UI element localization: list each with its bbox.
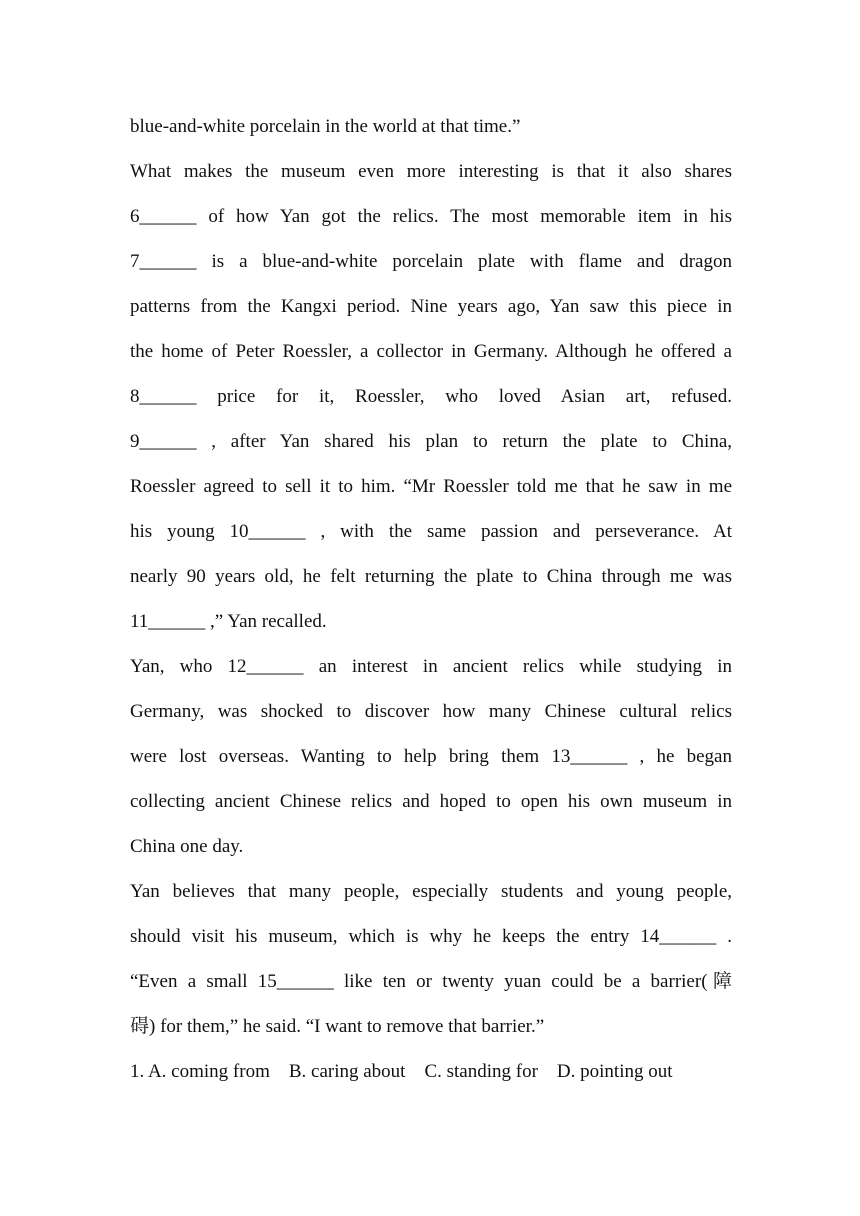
text-line: 11______ ,” Yan recalled. xyxy=(130,611,327,632)
document-page xyxy=(130,104,732,1094)
text-line: China one day. xyxy=(130,836,244,857)
text-line: 8______ price for it, Roessler, who loved Asian art, refused. xyxy=(130,386,732,407)
text-line: 7______ is a blue-and-white porcelain plate with flame and dragon xyxy=(130,251,732,272)
text-line: Yan, who 12______ an interest in ancient relics while studying in xyxy=(130,656,732,677)
text-line: should visit his museum, which is why he keeps the entry 14______ . xyxy=(130,926,732,947)
text-line: Roessler agreed to sell it to him. “Mr Roessler told me that he saw in me xyxy=(130,476,732,497)
text-line: patterns from the Kangxi period. Nine years ago, Yan saw this piece in xyxy=(130,296,732,317)
text-line: “Even a small 15______ like ten or twenty yuan could be a barrier(障 xyxy=(130,971,732,992)
text-line: What makes the museum even more interesting is that it also shares xyxy=(130,161,732,182)
text-line: 6______ of how Yan got the relics. The most memorable item in his xyxy=(130,206,732,227)
text-line: were lost overseas. Wanting to help bring them 13______ , he began xyxy=(130,746,732,767)
text-line: 9______ , after Yan shared his plan to return the plate to China, xyxy=(130,431,732,452)
text-line: 碍) for them,” he said. “I want to remove that barrier.” xyxy=(130,1016,545,1037)
text-line: Yan believes that many people, especially students and young people, xyxy=(130,881,732,902)
question-options: 1. A. coming from B. caring about C. standing for D. pointing out xyxy=(130,1061,673,1082)
text-line: collecting ancient Chinese relics and hoped to open his own museum in xyxy=(130,791,732,812)
text-line: his young 10______ , with the same passion and perseverance. At xyxy=(130,521,732,542)
text-line: blue-and-white porcelain in the world at that time.” xyxy=(130,116,521,137)
text-line: Germany, was shocked to discover how many Chinese cultural relics xyxy=(130,701,732,722)
text-line: nearly 90 years old, he felt returning the plate to China through me was xyxy=(130,566,732,587)
text-line: the home of Peter Roessler, a collector in Germany. Although he offered a xyxy=(130,341,732,362)
